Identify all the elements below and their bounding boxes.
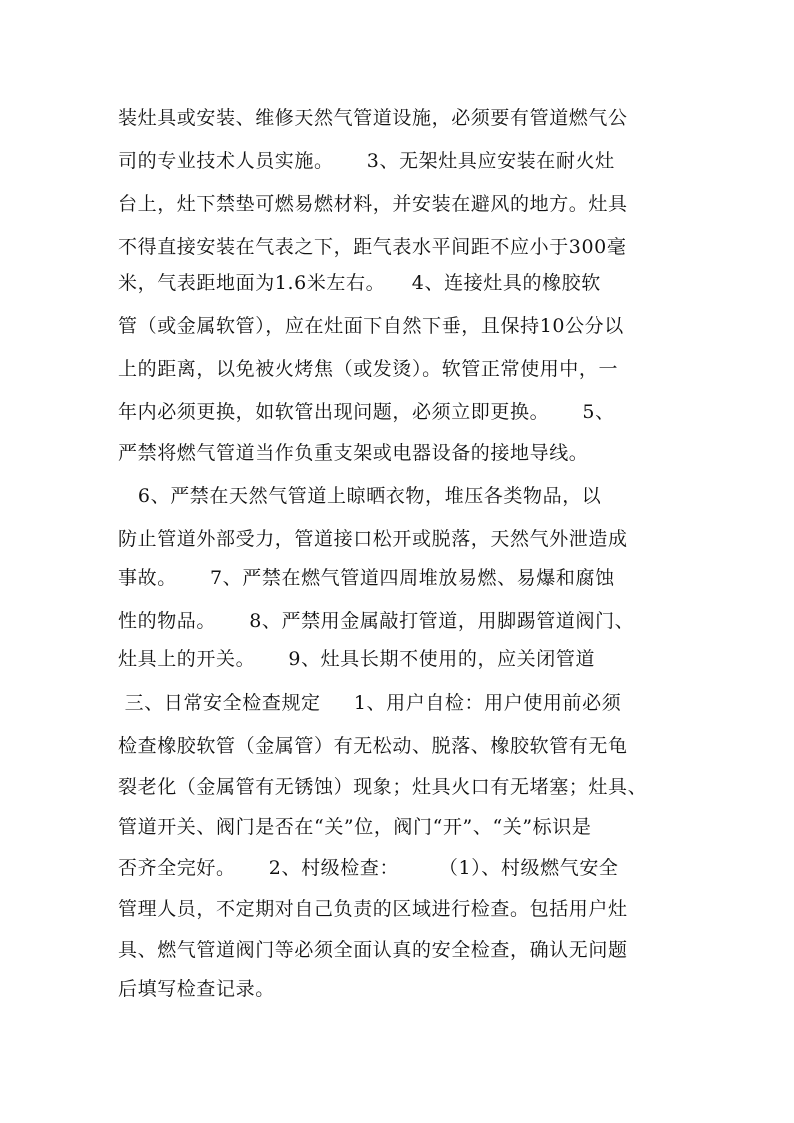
text-line: 管道开关、阀门是否在“关”位，阀门“开”、“关”标识是 (118, 816, 592, 838)
text-line: 否齐全完好。 2、村级检查： （1）、村级燃气安全 (118, 857, 619, 879)
text-line: 具、燃气管道阀门等必须全面认真的安全检查，确认无问题 (118, 939, 628, 961)
text-line: 不得直接安装在气表之下，距气表水平间距不应小于300毫 (118, 236, 627, 258)
text-line: 检查橡胶软管（金属管）有无松动、脱落、橡胶软管有无龟 (118, 735, 628, 757)
text-line: 灶具上的开关。 9、灶具长期不使用的，应关闭管道 (118, 648, 596, 670)
text-line: 台上，灶下禁垫可燃易燃材料，并安装在避风的地方。灶具 (118, 193, 628, 215)
text-line: 后填写检查记录。 (118, 978, 275, 1000)
text-line: 三、日常安全检查规定 1、用户自检：用户使用前必须 (118, 692, 622, 714)
text-line: 年内必须更换，如软管出现问题，必须立即更换。 5、 (118, 401, 615, 423)
text-line: 司的专业技术人员实施。 3、无架灶具应安装在耐火灶 (118, 150, 615, 172)
text-line: 性的物品。 8、严禁用金属敲打管道，用脚踢管道阀门、 (118, 610, 635, 632)
text-line: 米，气表距地面为1.6米左右。 4、连接灶具的橡胶软 (118, 272, 601, 294)
text-line: 管（或金属软管），应在灶面下自然下垂，且保持10公分以 (118, 315, 624, 337)
text-line: 装灶具或安装、维修天然气管道设施，必须要有管道燃气公 (118, 107, 628, 129)
text-line: 管理人员，不定期对自己负责的区域进行检查。包括用户灶 (118, 898, 628, 920)
text-line: 防止管道外部受力，管道接口松开或脱落，天然气外泄造成 (118, 528, 628, 550)
text-line: 6、严禁在天然气管道上晾晒衣物，堆压各类物品，以 (118, 485, 602, 507)
text-line: 上的距离，以免被火烤焦（或发烫）。软管正常使用中，一 (118, 358, 619, 380)
text-line: 严禁将燃气管道当作负重支架或电器设备的接地导线。 (118, 442, 589, 464)
text-line: 裂老化（金属管有无锈蚀）现象；灶具火口有无堵塞；灶具、 (118, 776, 648, 798)
text-line: 事故。 7、严禁在燃气管道四周堆放易燃、易爆和腐蚀 (118, 567, 615, 589)
